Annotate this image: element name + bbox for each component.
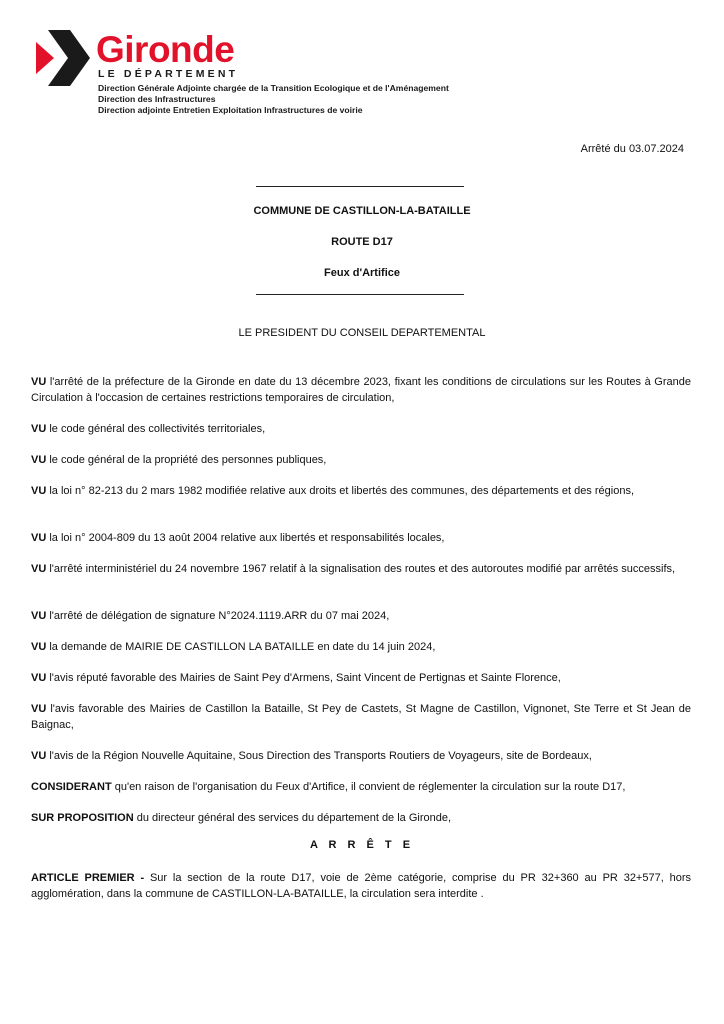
consideration-lead: VU [31, 703, 47, 715]
consideration-lead: CONSIDERANT [31, 781, 112, 793]
consideration-paragraph [31, 670, 691, 686]
direction-line: Direction Générale Adjointe chargée de la Transition Ecologique et de l'Aménagement [98, 83, 449, 93]
consideration-lead: VU [31, 563, 47, 575]
consideration-text: la demande de MAIRIE DE CASTILLON LA BATAILLE en date du 14 juin 2024, [46, 641, 436, 653]
consideration-paragraph [31, 810, 691, 826]
consideration-paragraph [31, 639, 691, 655]
consideration-text: l'avis favorable des Mairies de Castillon la Bataille, St Pey de Castets, St Magne de Castillon, Vignonet, Ste Terre et St Jean de Baignac, [31, 703, 691, 731]
article-premier [31, 870, 691, 902]
direction-line: Direction adjointe Entretien Exploitation Infrastructures de voirie [98, 105, 363, 115]
president-heading: LE PRESIDENT DU CONSEIL DEPARTEMENTAL [238, 327, 486, 339]
decree-date: Arrêté du 03.07.2024 [580, 143, 684, 155]
commune-title: COMMUNE DE CASTILLON-LA-BATAILLE [253, 205, 471, 217]
consideration-lead: VU [31, 454, 47, 466]
consideration-text: la loi n° 82-213 du 2 mars 1982 modifiée relative aux droits et libertés des communes, des départements et des régions, [46, 485, 634, 497]
consideration-lead: VU [31, 641, 47, 653]
article-lead: ARTICLE PREMIER - [31, 872, 145, 884]
consideration-paragraph [31, 701, 691, 733]
consideration-text: l'arrêté de la préfecture de la Gironde en date du 13 décembre 2023, fixant les conditions de circulations sur les Routes à Grande Circulation à l'occasion de certaines restrictions temporaires de circulation, [31, 376, 691, 404]
consideration-lead: VU [31, 423, 47, 435]
consideration-paragraph [31, 748, 691, 764]
consideration-paragraph [31, 374, 691, 406]
consideration-paragraph [31, 452, 691, 468]
consideration-lead: VU [31, 672, 47, 684]
consideration-text: l'arrêté interministériel du 24 novembre 1967 relatif à la signalisation des routes et des autoroutes modifié par arrêtés successifs, [46, 563, 676, 575]
consideration-paragraph [31, 530, 691, 546]
arrete-heading: A R R Ê T E [309, 839, 415, 851]
directions-block [98, 83, 449, 116]
consideration-text: qu'en raison de l'organisation du Feux d'Artifice, il convient de réglementer la circulation sur la route D17, [111, 781, 626, 793]
consideration-text: l'avis de la Région Nouvelle Aquitaine, Sous Direction des Transports Routiers de Voyageurs, site de Bordeaux, [46, 750, 592, 762]
consideration-text: le code général de la propriété des personnes publiques, [46, 454, 327, 466]
divider-bottom [256, 294, 464, 295]
gironde-logo-mark-icon [34, 28, 92, 88]
consideration-text: l'arrêté de délégation de signature N°2024.1119.ARR du 07 mai 2024, [46, 610, 390, 622]
consideration-text: du directeur général des services du département de la Gironde, [133, 812, 452, 824]
consideration-lead: VU [31, 610, 47, 622]
consideration-text: la loi n° 2004-809 du 13 août 2004 relative aux libertés et responsabilités locales, [46, 532, 445, 544]
divider-top [256, 186, 464, 187]
consideration-lead: VU [31, 485, 47, 497]
consideration-text: le code général des collectivités territoriales, [46, 423, 266, 435]
route-title: ROUTE D17 [331, 236, 393, 248]
consideration-lead: VU [31, 532, 47, 544]
consideration-lead: SUR PROPOSITION [31, 812, 134, 824]
consideration-paragraph [31, 483, 691, 499]
logo-subtitle: LE DÉPARTEMENT [98, 68, 239, 80]
consideration-lead: VU [31, 376, 47, 388]
consideration-paragraph [31, 421, 691, 437]
consideration-paragraph [31, 779, 691, 795]
subject-title: Feux d'Artifice [324, 267, 400, 279]
consideration-lead: VU [31, 750, 47, 762]
article-text: Sur la section de la route D17, voie de 2ème catégorie, comprise du PR 32+360 au PR 32+577, hors agglomération, dans la commune de CASTILLON-LA-BATAILLE, la circulation sera interdite . [31, 872, 692, 900]
consideration-paragraph [31, 561, 691, 577]
consideration-text: l'avis réputé favorable des Mairies de Saint Pey d'Armens, Saint Vincent de Pertignas et Sainte Florence, [46, 672, 561, 684]
direction-line: Direction des Infrastructures [98, 94, 216, 104]
logo-wordmark: Gironde [96, 29, 235, 70]
consideration-paragraph [31, 608, 691, 624]
